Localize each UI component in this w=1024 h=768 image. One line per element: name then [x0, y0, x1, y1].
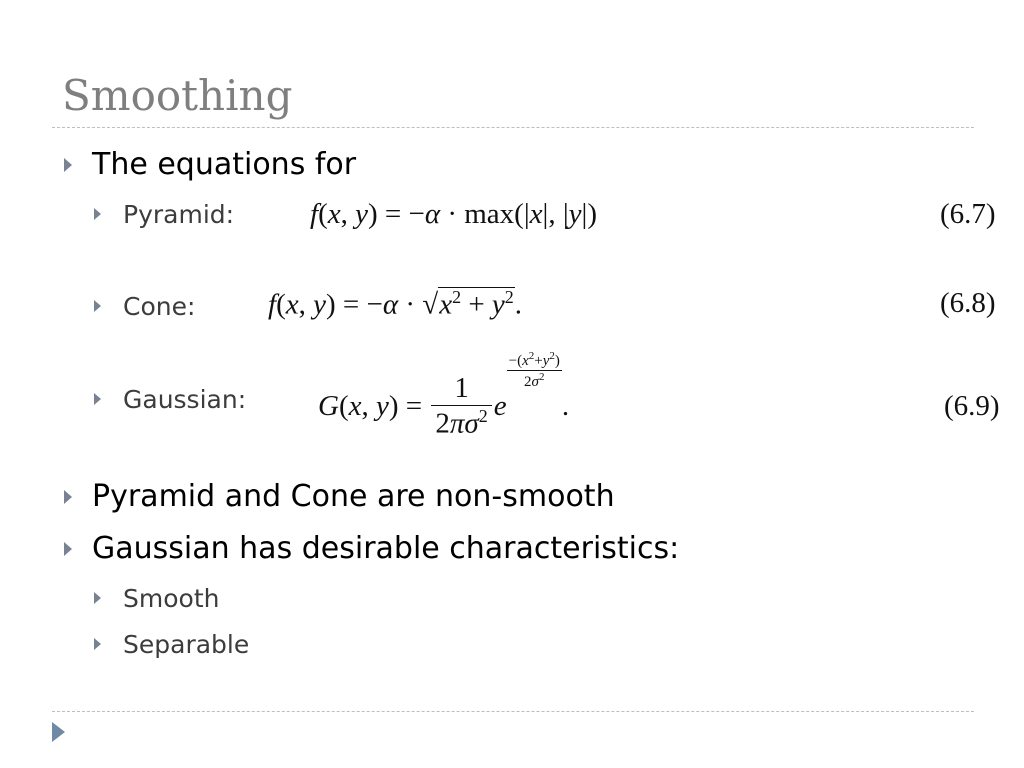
bullet-arrow-icon	[94, 638, 101, 650]
cone-equation: f(x, $y) = -\alpha \cdot √x^2 + y^2$.	[268, 287, 523, 321]
characteristic-smooth: Smooth	[123, 584, 220, 613]
bullet-gaussian-characteristics: Gaussian has desirable characteristics:	[92, 531, 680, 566]
cone-equation-number: (6.8)	[940, 287, 996, 319]
gaussian-equation: G(x, y) = $\frac{1}{2\pi\sigma^2}$ e $\frac{-(x^2+y^2)}{2\sigma^2}$ .	[318, 350, 570, 440]
bullet-arrow-icon	[64, 158, 72, 172]
footer-divider	[52, 711, 974, 712]
characteristic-separable: Separable	[123, 630, 250, 659]
gaussian-equation-number: (6.9)	[944, 390, 1000, 422]
bullet-arrow-icon	[64, 542, 72, 556]
bullet-equations-for: The equations for	[92, 147, 357, 182]
bullet-non-smooth: Pyramid and Cone are non-smooth	[92, 479, 615, 514]
cone-label: Cone:	[123, 292, 196, 321]
bullet-arrow-icon	[94, 592, 101, 604]
play-arrow-icon[interactable]	[52, 722, 65, 742]
title-divider	[52, 127, 974, 128]
gaussian-label: Gaussian:	[123, 385, 247, 414]
pyramid-equation-number: (6.7)	[940, 198, 996, 230]
pyramid-equation: f(x, y) = −α · max(|x|, |y|)	[310, 198, 597, 230]
slide-title: Smoothing	[62, 71, 293, 120]
bullet-arrow-icon	[94, 393, 101, 405]
bullet-arrow-icon	[94, 208, 101, 220]
bullet-arrow-icon	[64, 490, 72, 504]
pyramid-label: Pyramid:	[123, 200, 235, 229]
bullet-arrow-icon	[94, 300, 101, 312]
